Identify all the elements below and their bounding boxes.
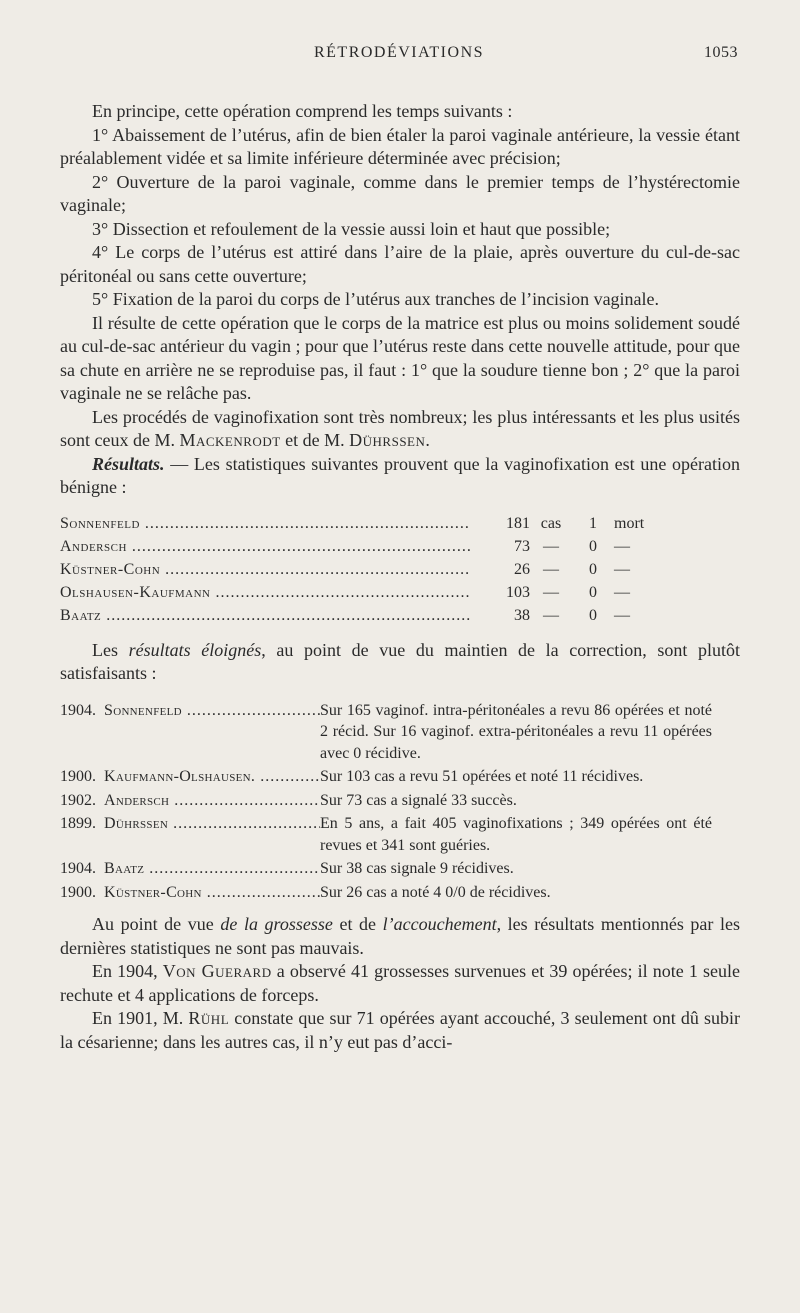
author-von-guerard: Von Guerard [162,961,272,981]
table-row [60,535,740,558]
table-row [60,604,740,627]
result-year: 1900. [60,883,96,901]
results-heading: Résultats. [92,453,165,474]
stat-deaths: 0 [589,560,597,578]
result-year: 1904. [60,860,96,877]
author-mackenrodt: Mackenrodt [179,430,281,450]
ruhl-paragraph [60,1007,740,1054]
stat-count: 181 [506,514,530,532]
pregnancy-paragraph [60,913,740,960]
stat-count: 38 [514,606,530,624]
procedures-text-a: Les procédés de vaginofixation sont très nombreux; les plus intéressants et les plus usités sont ceux de M. [60,406,740,450]
result-text: Sur 165 vaginof. intra-péritonéales a revu 86 opérées et noté 2 récid. Sur 16 vaginof. extra-péritonéales a revu 11 opérées avec 0 récidive. [320,701,712,762]
result-year: 1900. [60,768,96,785]
long-term-text-b: , au point de vue du maintien de la correction, sont plutôt satisfaisants : [60,639,740,683]
result-author: Dührssen ..... [104,813,320,856]
table-row [60,581,740,604]
step-5: 5° Fixation de la paroi du corps de l’utérus aux tranches de l’incision vaginale. [92,289,660,309]
pregnancy-text-b: et de [339,914,377,934]
ruhl-text-b: constate que sur 71 opérées ayant accouché, 3 seulement ont dû subir la césarienne; dans les autres cas, il n’y eut pas d’acci- [60,1008,741,1052]
table-row [60,512,740,535]
guerard-text-a: En 1904, [92,961,158,981]
step-2: 2° Ouverture de la paroi vaginale, comme dans le premier temps de l’hystérectomie vaginale; [60,171,740,215]
stat-unit: — [543,537,559,555]
result-author: Kaufmann-Olshausen. ..... [104,766,320,788]
pregnancy-emphasis: de la grossesse [220,914,333,934]
mortality-table [60,512,740,627]
step-3: 3° Dissection et refoulement de la vessie aussi loin et haut que possible; [92,218,611,239]
page-body [60,100,740,1054]
pregnancy-text-c: , les résultats mentionnés par les dernières statistiques ne sont pas mauvais. [60,914,741,958]
stat-unit: — [543,583,559,601]
result-author: Sonnenfeld ..... [104,700,320,765]
stat-author: Olshausen-Kaufmann ..... [60,581,470,604]
result-text: Sur 73 cas a signalé 33 succès. [320,791,517,809]
long-term-text-a: Les [92,639,118,660]
table-row [60,882,740,904]
result-text: Sur 26 cas a noté 4 0/0 de récidives. [320,883,551,901]
long-term-paragraph [60,639,740,686]
long-term-results-table [60,700,740,904]
stat-label: — [614,560,630,578]
stat-label: mort [614,514,645,532]
intro-paragraph: En principe, cette opération comprend les temps suivants : [92,101,513,121]
result-author: Andersch ..... [104,790,320,812]
stat-count: 26 [514,560,530,578]
result-year: 1902. [60,791,96,809]
stat-deaths: 0 [589,606,597,624]
procedures-text-b: et de M. [285,430,345,450]
result-author: Küstner-Cohn ..... [104,882,320,904]
stat-author: Baatz ..... [60,604,470,627]
stat-unit: — [543,606,559,624]
procedures-paragraph [60,406,740,453]
table-row [60,858,740,880]
result-text: Sur 103 cas a revu 51 opérées et noté 11 récidives. [320,768,644,785]
result-text: Sur 38 cas signale 9 récidives. [320,860,514,877]
result-year: 1899. [60,815,96,832]
procedures-text-c: . [425,430,430,450]
author-ruhl: Rühl [188,1008,230,1028]
running-header [60,44,738,64]
stat-author: Sonnenfeld ..... [60,512,470,535]
ruhl-text-a: En 1901, M. [92,1008,184,1028]
table-row [60,766,740,788]
pregnancy-text-a: Au point de vue [92,914,214,934]
results-paragraph [60,453,740,500]
result-text: En 5 ans, a fait 405 vaginofixations ; 349 opérées ont été revues et 341 sont guéries. [320,815,712,854]
stat-deaths: 0 [589,583,597,601]
result-paragraph: Il résulte de cette opération que le corps de la matrice est plus ou moins solidement soudé au cul-de-sac antérieur du vagin ; pour que l’utérus reste dans cette nouvelle attitude, pour que sa chute en arrière ne se reproduise pas, il faut : 1° que la soudure tienne bon ; 2° que la paroi vaginale ne se relâche pas. [60,312,740,403]
stat-label: — [614,583,630,601]
stat-author: Küstner-Cohn ..... [60,558,470,581]
result-year: 1904. [60,701,96,719]
page-number: 1053 [704,44,738,61]
table-row [60,813,740,856]
childbirth-emphasis: l’accouchement [382,914,497,934]
author-duhrssen: Dührssen [349,430,426,450]
guerard-text-b: a observé 41 grossesses survenues et 39 opérées; il note 1 seule rechute et 4 applications de forceps. [60,961,740,1005]
guerard-paragraph [60,960,740,1007]
stat-label: — [614,606,630,624]
table-row [60,700,740,765]
step-1: 1° Abaissement de l’utérus, afin de bien étaler la paroi vaginale antérieure, la vessie étant préalablement vidée et sa limite inférieure déterminée avec précision; [60,124,740,168]
long-term-emphasis: résultats éloignés [128,639,262,660]
running-title: RÉTRODÉVIATIONS [313,44,485,61]
stat-count: 73 [514,537,530,555]
stat-count: 103 [506,583,530,601]
table-row [60,790,740,812]
step-4: 4° Le corps de l’utérus est attiré dans l’aire de la plaie, après ouverture du cul-de-sac péritonéal ou sans cette ouverture; [60,242,740,286]
stat-deaths: 0 [589,537,597,555]
table-row [60,558,740,581]
results-text: — Les statistiques suivantes prouvent que la vaginofixation est une opération bénigne : [60,453,741,497]
stat-deaths: 1 [589,514,597,532]
result-author: Baatz ..... [104,858,320,880]
stat-label: — [614,537,630,555]
stat-unit: cas [540,514,562,532]
stat-unit: — [543,560,559,578]
stat-author: Andersch ..... [60,535,470,558]
